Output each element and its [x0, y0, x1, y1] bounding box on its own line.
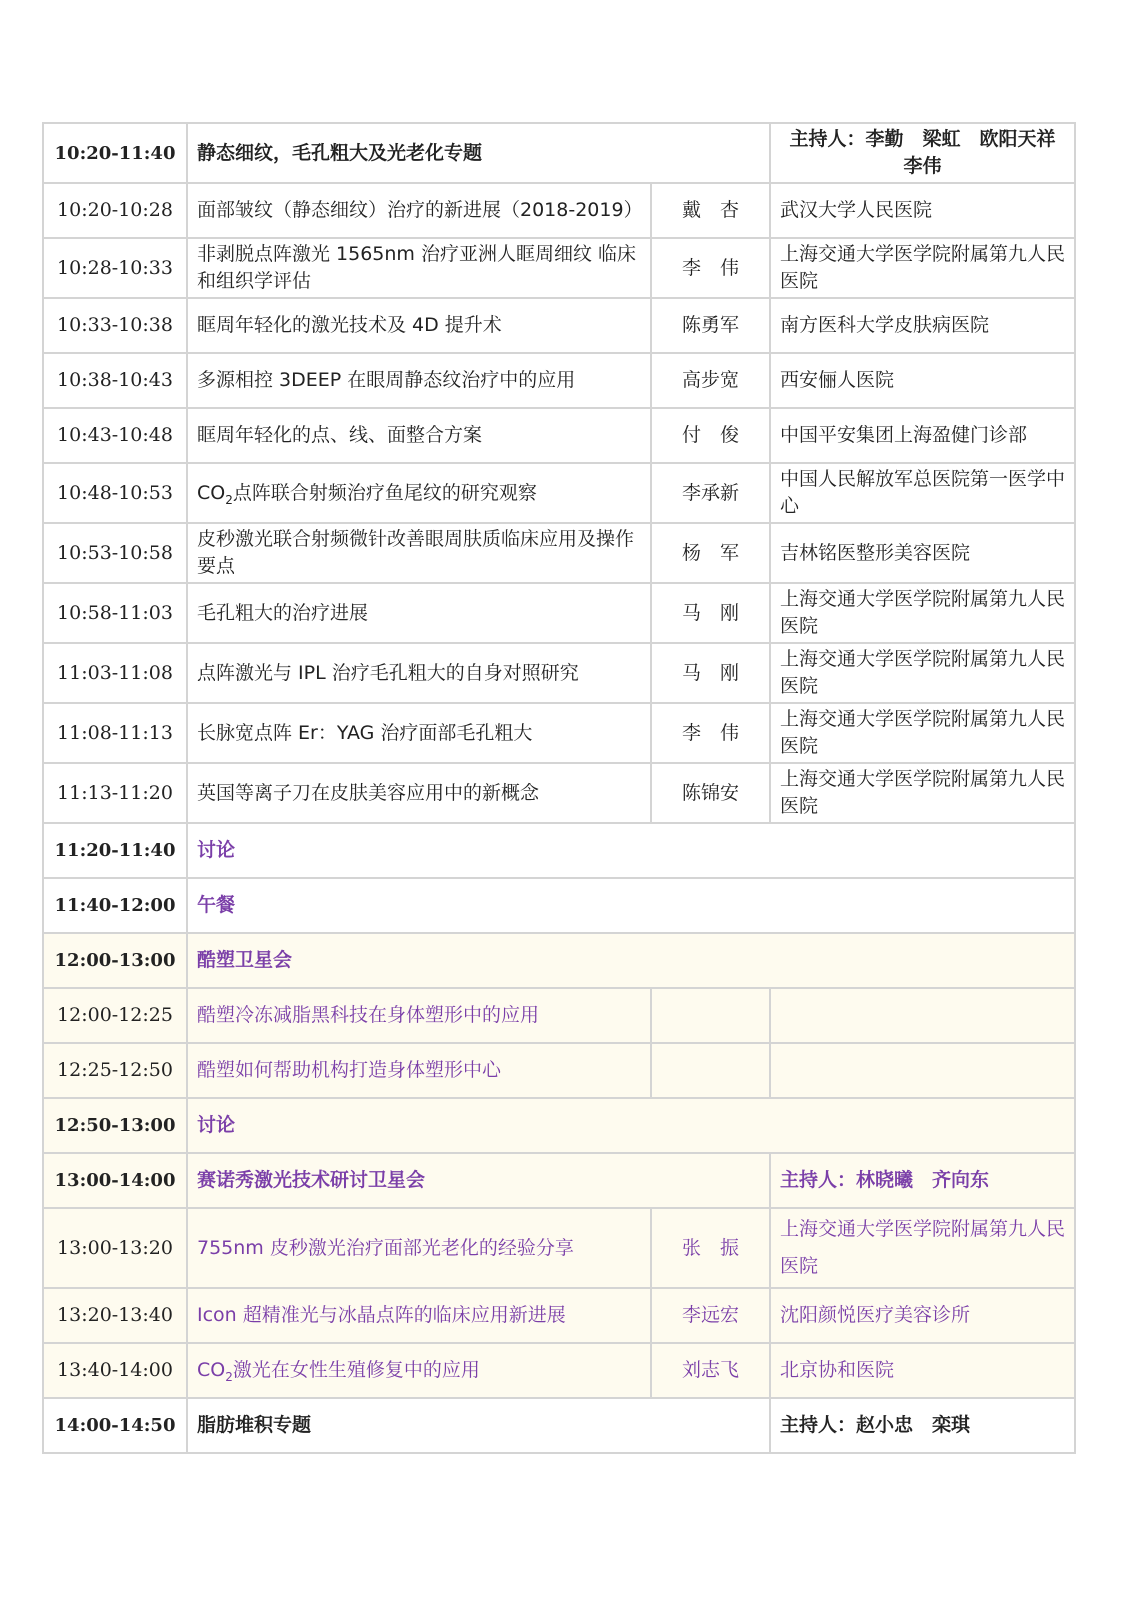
talk-topic — [187, 463, 651, 523]
topic-prefix: CO — [197, 1359, 226, 1381]
talk-row — [43, 238, 1075, 298]
discussion-time: 12:50-13:00 — [43, 1098, 187, 1153]
talk-time: 10:33-10:38 — [43, 298, 187, 353]
talk-time: 13:40-14:00 — [43, 1343, 187, 1398]
topic-rest: 激光在女性生殖修复中的应用 — [232, 1359, 480, 1381]
talk-time: 10:28-10:33 — [43, 238, 187, 298]
talk-row — [43, 408, 1075, 463]
talk-row — [43, 1343, 1075, 1398]
session-title: 脂肪堆积专题 — [187, 1398, 770, 1453]
discussion-label: 讨论 — [187, 1098, 1075, 1153]
talk-row — [43, 298, 1075, 353]
talk-org: 南方医科大学皮肤病医院 — [770, 298, 1075, 353]
talk-topic: Icon 超精准光与冰晶点阵的临床应用新进展 — [187, 1288, 651, 1343]
talk-time: 12:00-12:25 — [43, 988, 187, 1043]
talk-speaker: 马 刚 — [651, 643, 770, 703]
talk-row — [43, 1043, 1075, 1098]
topic-rest: 点阵联合射频治疗鱼尾纹的研究观察 — [232, 481, 537, 504]
talk-topic: 点阵激光与 IPL 治疗毛孔粗大的自身对照研究 — [187, 643, 651, 703]
lunch-row — [43, 878, 1075, 933]
talk-org: 上海交通大学医学院附属第九人民医院 — [770, 703, 1075, 763]
talk-time: 10:48-10:53 — [43, 463, 187, 523]
satellite-session-row — [43, 1153, 1075, 1208]
session-host: 主持人：李勤 梁虹 欧阳天祥 李伟 — [770, 123, 1075, 183]
talk-time: 13:00-13:20 — [43, 1208, 187, 1288]
talk-speaker — [651, 988, 770, 1043]
talk-row — [43, 703, 1075, 763]
talk-speaker: 李远宏 — [651, 1288, 770, 1343]
lunch-time: 11:40-12:00 — [43, 878, 187, 933]
talk-speaker: 付 俊 — [651, 408, 770, 463]
talk-topic: 酷塑冷冻减脂黑科技在身体塑形中的应用 — [187, 988, 651, 1043]
session-host: 主持人：赵小忠 栾琪 — [770, 1398, 1075, 1453]
talk-topic: 非剥脱点阵激光 1565nm 治疗亚洲人眶周细纹 临床和组织学评估 — [187, 238, 651, 298]
talk-row — [43, 1288, 1075, 1343]
talk-time: 12:25-12:50 — [43, 1043, 187, 1098]
topic-prefix: CO — [197, 481, 226, 504]
talk-topic: 皮秒激光联合射频微针改善眼周肤质临床应用及操作要点 — [187, 523, 651, 583]
topic-subscript: 2 — [225, 1369, 233, 1384]
talk-topic — [187, 1343, 651, 1398]
satellite-time: 13:00-14:00 — [43, 1153, 187, 1208]
talk-time: 10:43-10:48 — [43, 408, 187, 463]
talk-org: 上海交通大学医学院附属第九人民医院 — [770, 763, 1075, 823]
talk-org — [770, 1043, 1075, 1098]
talk-time: 10:20-10:28 — [43, 183, 187, 238]
talk-topic: 长脉宽点阵 Er：YAG 治疗面部毛孔粗大 — [187, 703, 651, 763]
talk-row — [43, 583, 1075, 643]
talk-org: 武汉大学人民医院 — [770, 183, 1075, 238]
discussion-label: 讨论 — [187, 823, 1075, 878]
talk-topic: 多源相控 3DEEP 在眼周静态纹治疗中的应用 — [187, 353, 651, 408]
talk-org: 北京协和医院 — [770, 1343, 1075, 1398]
talk-topic: 毛孔粗大的治疗进展 — [187, 583, 651, 643]
satellite-title: 酷塑卫星会 — [187, 933, 1075, 988]
talk-speaker: 杨 军 — [651, 523, 770, 583]
talk-org: 西安俪人医院 — [770, 353, 1075, 408]
talk-speaker: 高步宽 — [651, 353, 770, 408]
talk-speaker — [651, 1043, 770, 1098]
discussion-row — [43, 823, 1075, 878]
talk-speaker: 马 刚 — [651, 583, 770, 643]
session-title: 静态细纹，毛孔粗大及光老化专题 — [187, 123, 770, 183]
talk-time: 13:20-13:40 — [43, 1288, 187, 1343]
talk-row — [43, 763, 1075, 823]
session-header-row — [43, 1398, 1075, 1453]
satellite-time: 12:00-13:00 — [43, 933, 187, 988]
talk-topic: 755nm 皮秒激光治疗面部光老化的经验分享 — [187, 1208, 651, 1288]
talk-org: 沈阳颜悦医疗美容诊所 — [770, 1288, 1075, 1343]
session-time: 14:00-14:50 — [43, 1398, 187, 1453]
satellite-title: 赛诺秀激光技术研讨卫星会 — [187, 1153, 770, 1208]
lunch-label: 午餐 — [187, 878, 1075, 933]
talk-time: 10:58-11:03 — [43, 583, 187, 643]
talk-org: 上海交通大学医学院附属第九人民医院 — [770, 238, 1075, 298]
talk-speaker: 陈勇军 — [651, 298, 770, 353]
talk-speaker: 李 伟 — [651, 703, 770, 763]
talk-time: 11:03-11:08 — [43, 643, 187, 703]
talk-row — [43, 463, 1075, 523]
talk-speaker: 刘志飞 — [651, 1343, 770, 1398]
discussion-time: 11:20-11:40 — [43, 823, 187, 878]
talk-org: 上海交通大学医学院附属第九人民医院 — [770, 583, 1075, 643]
discussion-row — [43, 1098, 1075, 1153]
talk-speaker: 张 振 — [651, 1208, 770, 1288]
satellite-session-row — [43, 933, 1075, 988]
talk-org: 上海交通大学医学院附属第九人民医院 — [770, 1208, 1075, 1288]
session-host: 主持人：林晓曦 齐向东 — [770, 1153, 1075, 1208]
talk-time: 10:38-10:43 — [43, 353, 187, 408]
talk-row — [43, 183, 1075, 238]
talk-org: 上海交通大学医学院附属第九人民医院 — [770, 643, 1075, 703]
talk-org: 中国平安集团上海盈健门诊部 — [770, 408, 1075, 463]
talk-topic: 眶周年轻化的激光技术及 4D 提升术 — [187, 298, 651, 353]
talk-topic: 酷塑如何帮助机构打造身体塑形中心 — [187, 1043, 651, 1098]
talk-row — [43, 1208, 1075, 1288]
talk-speaker: 李承新 — [651, 463, 770, 523]
talk-org: 中国人民解放军总医院第一医学中心 — [770, 463, 1075, 523]
session-time: 10:20-11:40 — [43, 123, 187, 183]
talk-time: 11:13-11:20 — [43, 763, 187, 823]
talk-topic: 英国等离子刀在皮肤美容应用中的新概念 — [187, 763, 651, 823]
talk-org: 吉林铭医整形美容医院 — [770, 523, 1075, 583]
talk-topic: 面部皱纹（静态细纹）治疗的新进展（2018-2019） — [187, 183, 651, 238]
talk-speaker: 戴 杏 — [651, 183, 770, 238]
talk-speaker: 陈锦安 — [651, 763, 770, 823]
talk-row — [43, 353, 1075, 408]
talk-row — [43, 523, 1075, 583]
talk-row — [43, 643, 1075, 703]
schedule-table — [42, 122, 1076, 1454]
talk-topic: 眶周年轻化的点、线、面整合方案 — [187, 408, 651, 463]
talk-speaker: 李 伟 — [651, 238, 770, 298]
topic-subscript: 2 — [225, 492, 233, 507]
talk-row — [43, 988, 1075, 1043]
session-header-row — [43, 123, 1075, 183]
talk-time: 10:53-10:58 — [43, 523, 187, 583]
talk-time: 11:08-11:13 — [43, 703, 187, 763]
talk-org — [770, 988, 1075, 1043]
